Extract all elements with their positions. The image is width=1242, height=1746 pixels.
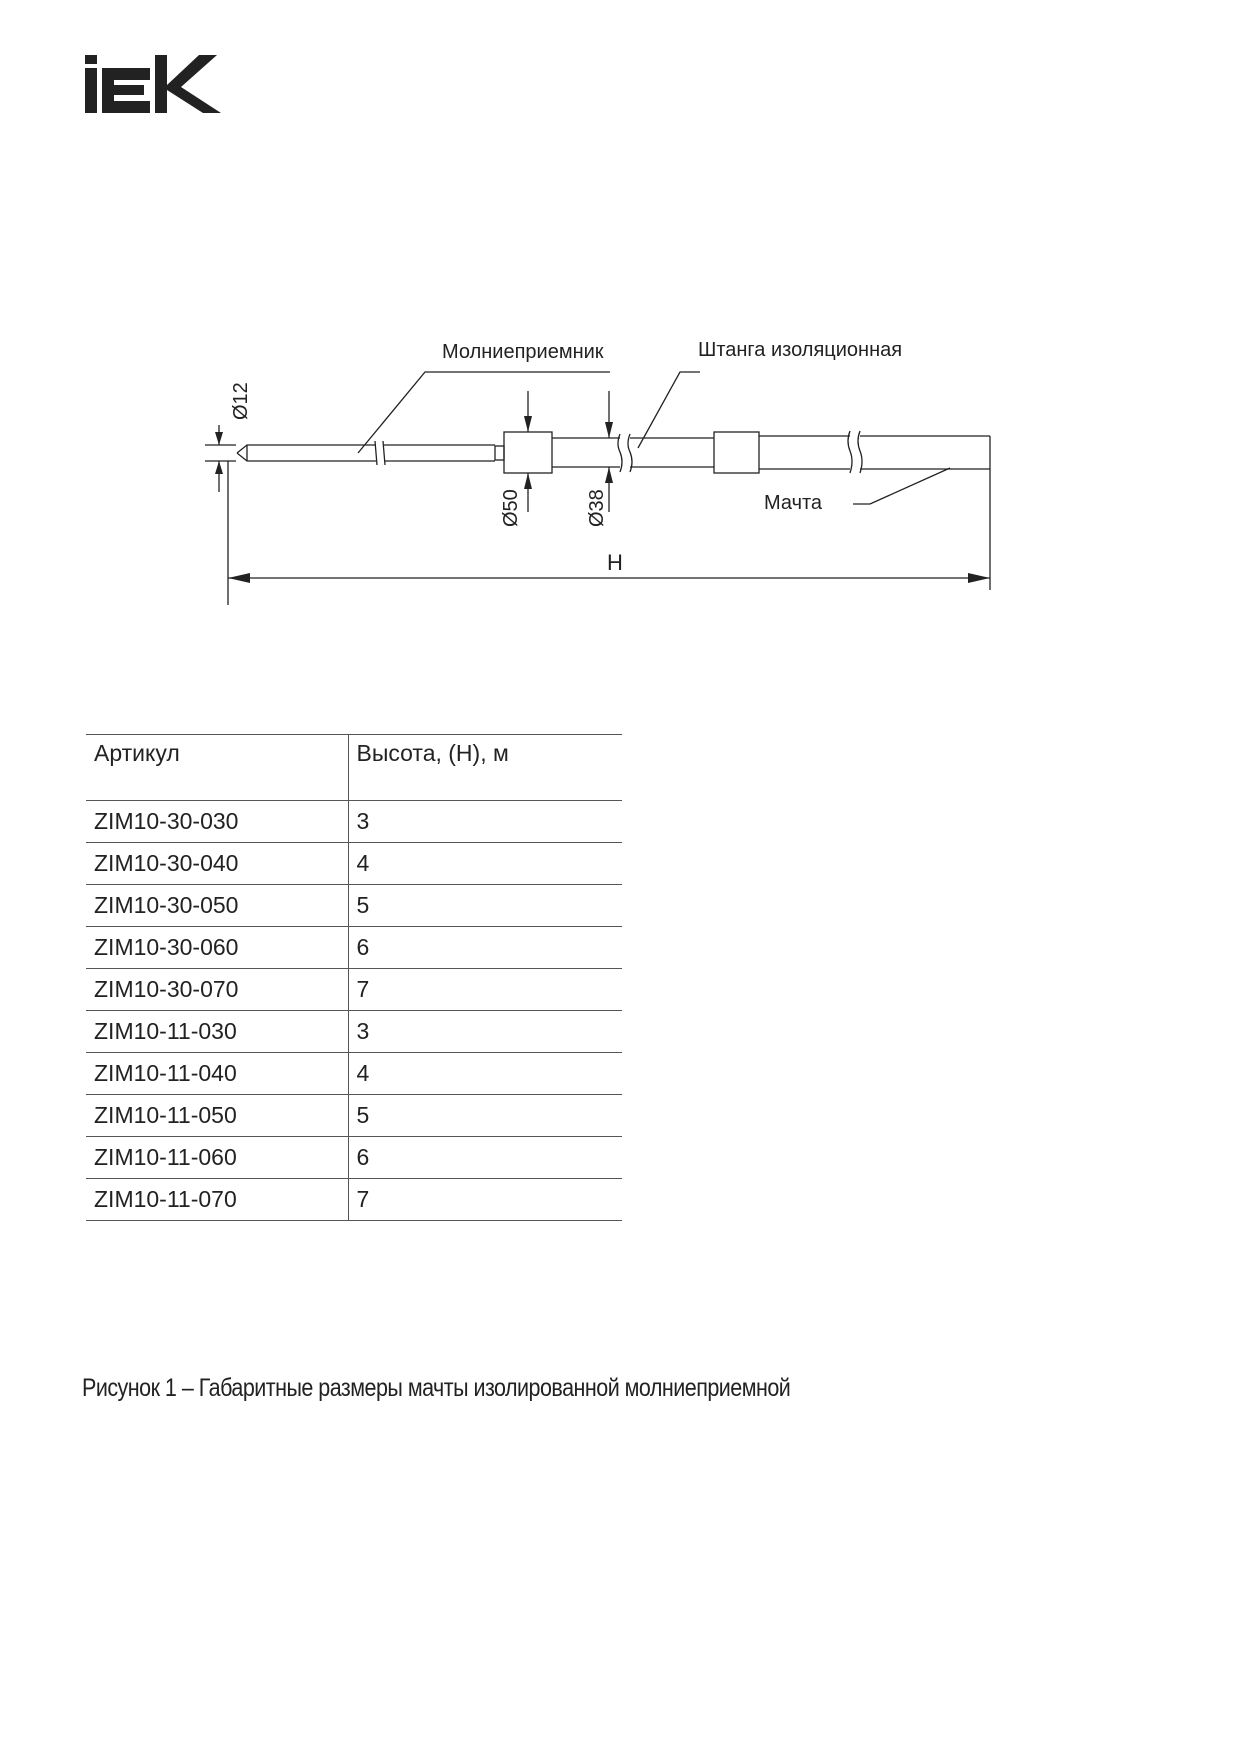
cell-article: ZIM10-11-040 [86,1053,348,1095]
cell-article: ZIM10-11-070 [86,1179,348,1221]
cell-article: ZIM10-30-030 [86,801,348,843]
dim-d12: Ø12 [230,382,252,420]
cell-article: ZIM10-30-060 [86,927,348,969]
cell-height: 7 [348,1179,622,1221]
table-row [86,1095,622,1137]
cell-height: 6 [348,1137,622,1179]
table-row [86,801,622,843]
cell-height: 3 [348,801,622,843]
header-article: Артикул [86,735,348,801]
table-row [86,885,622,927]
cell-height: 5 [348,1095,622,1137]
cell-height: 3 [348,1011,622,1053]
table-row [86,843,622,885]
dim-d38: Ø38 [586,489,608,527]
dim-d50: Ø50 [500,489,522,527]
table-row [86,969,622,1011]
table-header-row [86,735,622,801]
cell-article: ZIM10-30-040 [86,843,348,885]
table-row [86,1137,622,1179]
cell-article: ZIM10-30-050 [86,885,348,927]
label-height-h: H [607,550,623,575]
cell-article: ZIM10-11-030 [86,1011,348,1053]
header-height: Высота, (Н), м [348,735,622,801]
figure-caption: Рисунок 1 – Габаритные размеры мачты изолированной молниеприемной [82,1374,791,1402]
cell-height: 4 [348,843,622,885]
cell-article: ZIM10-11-050 [86,1095,348,1137]
cell-height: 6 [348,927,622,969]
cell-height: 4 [348,1053,622,1095]
cell-height: 5 [348,885,622,927]
table-row [86,1179,622,1221]
spec-table [86,734,622,1221]
label-insulating-rod: Штанга изоляционная [698,339,903,361]
cell-article: ZIM10-30-070 [86,969,348,1011]
label-lightning-rod: Молниеприемник [442,341,604,363]
mast-dimension-drawing [0,0,1242,700]
table-row [86,927,622,969]
table-row [86,1053,622,1095]
cell-height: 7 [348,969,622,1011]
cell-article: ZIM10-11-060 [86,1137,348,1179]
table-row [86,1011,622,1053]
label-mast: Мачта [764,492,823,514]
